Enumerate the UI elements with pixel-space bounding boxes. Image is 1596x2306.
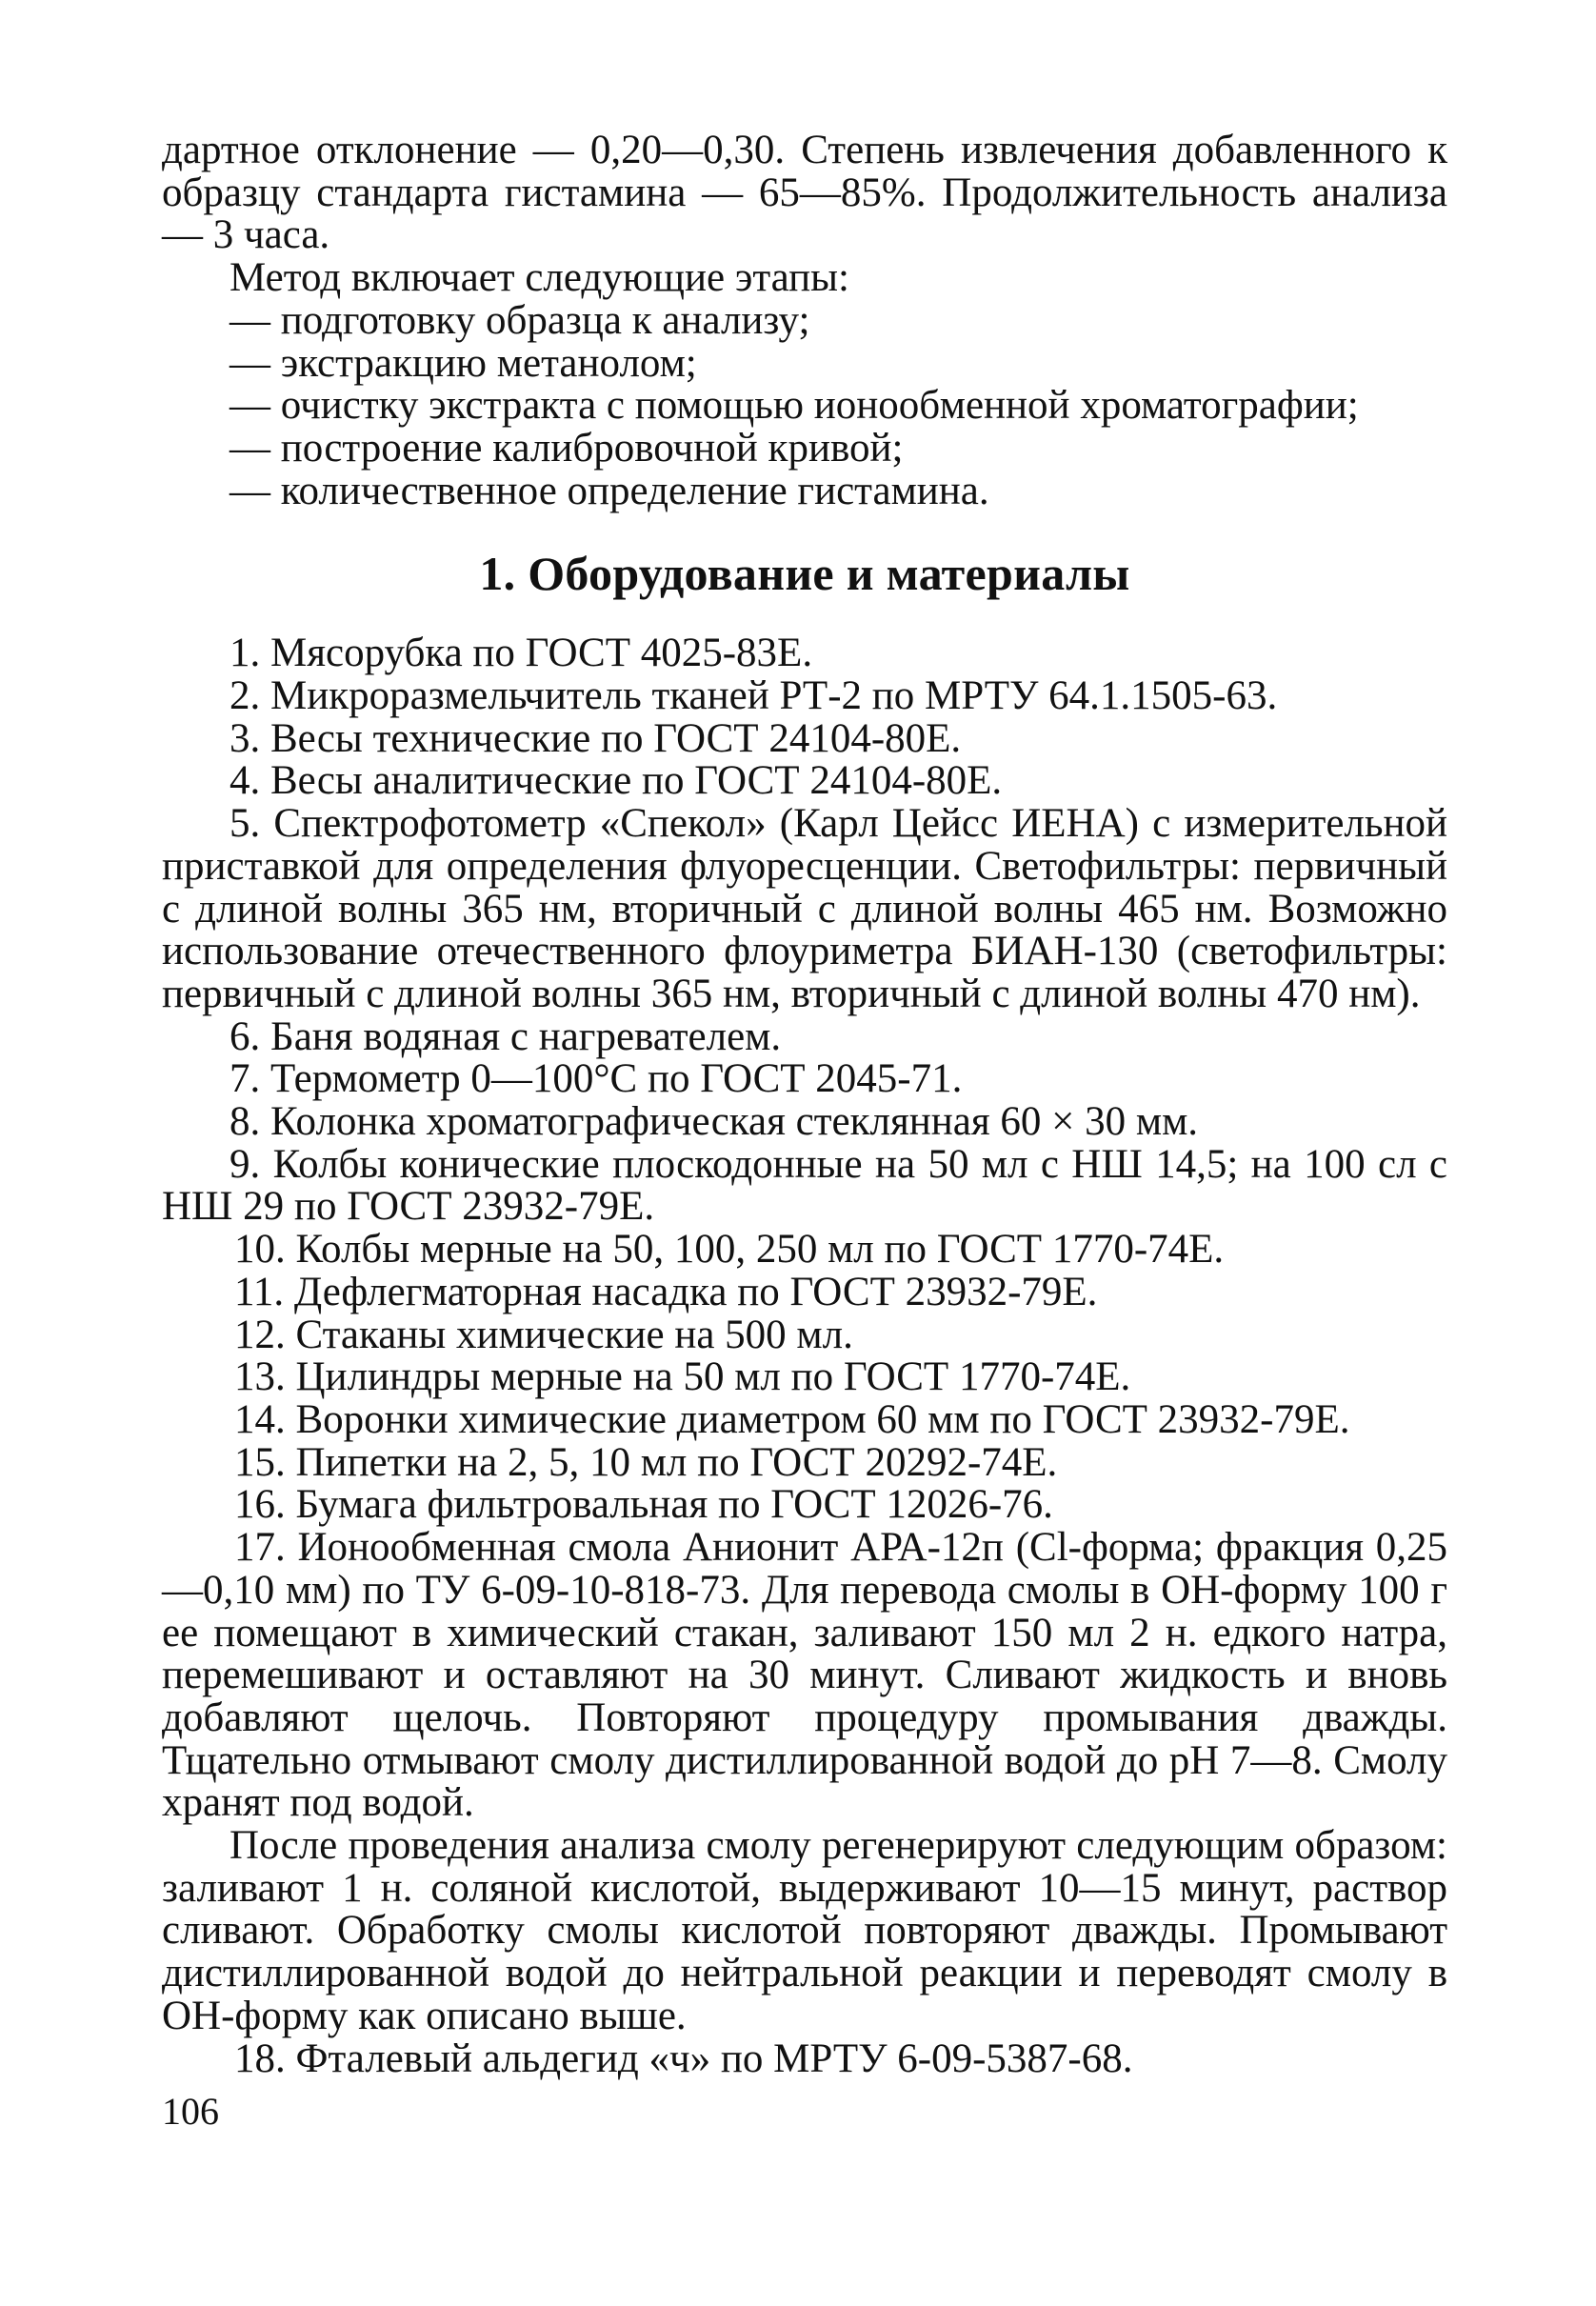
- list-item: 10. Колбы мерные на 50, 100, 250 мл по ГОСТ 1770-74Е.: [234, 1227, 1225, 1273]
- list-item: 11. Дефлегматорная насадка по ГОСТ 23932-79Е.: [234, 1269, 1098, 1314]
- list-item: 3. Весы технические по ГОСТ 24104-80Е.: [229, 715, 962, 761]
- list-item: 15. Пипетки на 2, 5, 10 мл по ГОСТ 20292-74Е.: [234, 1439, 1058, 1485]
- list-item: 14. Воронки химические диаметром 60 мм по ГОСТ 23932-79Е.: [234, 1396, 1350, 1442]
- list-item: 8. Колонка хроматографическая стеклянная 60 × 30 мм.: [229, 1099, 1199, 1145]
- list-item-paragraph: После проведения анализа смолу регенерируют следующим образом: заливают 1 н. соляной кислотой, выдерживают 10—15 минут, раствор сливают. Обработку смолы кислотой повторяют дважды. Промывают дистиллированной водой до нейтральной реакции и переводят смолу в ОН-форму как описано выше.: [162, 1823, 1447, 2038]
- method-step: — построение калибровочной кривой;: [229, 425, 904, 471]
- list-item: 13. Цилиндры мерные на 50 мл по ГОСТ 1770-74Е.: [234, 1354, 1131, 1400]
- list-item: 6. Баня водяная с нагревателем.: [229, 1013, 782, 1059]
- method-step: — подготовку образца к анализу;: [229, 297, 810, 343]
- section-heading: 1. Оборудование и материалы: [479, 547, 1130, 601]
- list-item: 9. Колбы конические плоскодонные на 50 мл с НШ 14,5; на 100 сл с НШ 29 по ГОСТ 23932-79Е.: [162, 1141, 1447, 1230]
- page-number: 106: [162, 2090, 219, 2133]
- method-step: — экстракцию метанолом;: [229, 340, 697, 386]
- method-lead: Метод включает следующие этапы:: [229, 255, 850, 301]
- list-item: 16. Бумага фильтровальная по ГОСТ 12026-76.: [234, 1482, 1053, 1528]
- intro-paragraph: дартное отклонение — 0,20—0,30. Степень извлечения добавленного к образцу стандарта гистамина — 65—85%. Продолжительность анализа — 3 часа.: [162, 128, 1447, 258]
- list-item: 2. Микроразмельчитель тканей РТ-2 по МРТУ 64.1.1505-63.: [229, 673, 1278, 719]
- list-item: 17. Ионообменная смола Анионит АРА-12п (Сl-форма; фракция 0,25—0,10 мм) по ТУ 6-09-10-818-73. Для перевода смолы в ОН-форму 100 г ее помещают в химический стакан, заливают 150 мл 2 н. едкого натра, перемешивают и оставляют на 30 минут. Сливают жидкость и вновь добавляют щелочь. Повторяют процедуру промывания дважды. Тщательно отмывают смолу дистиллированной водой до рН 7—8. Смолу хранят под водой.: [162, 1525, 1447, 1826]
- method-step: — очистку экстракта с помощью ионообменной хроматографии;: [229, 383, 1359, 429]
- method-step: — количественное определение гистамина.: [229, 468, 989, 513]
- list-item: 18. Фталевый альдегид «ч» по МРТУ 6-09-5387-68.: [234, 2035, 1133, 2081]
- list-item: 7. Термометр 0—100°С по ГОСТ 2045-71.: [229, 1056, 963, 1102]
- list-item: 4. Весы аналитические по ГОСТ 24104-80Е.: [229, 758, 1003, 804]
- page-body: [162, 130, 1447, 2080]
- list-item: 5. Спектрофотометр «Спекол» (Карл Цейсс ИЕНА) с измерительной приставкой для определения флуоресценции. Светофильтры: первичный с длиной волны 365 нм, вторичный с длиной волны 465 нм. Возможно использование отечественного флоуриметра БИАН-130 (светофильтры: первичный с длиной волны 365 нм, вторичный с длиной волны 470 нм).: [162, 801, 1447, 1016]
- list-item: 1. Мясорубка по ГОСТ 4025-83Е.: [229, 631, 813, 676]
- list-item: 12. Стаканы химические на 500 мл.: [234, 1312, 853, 1357]
